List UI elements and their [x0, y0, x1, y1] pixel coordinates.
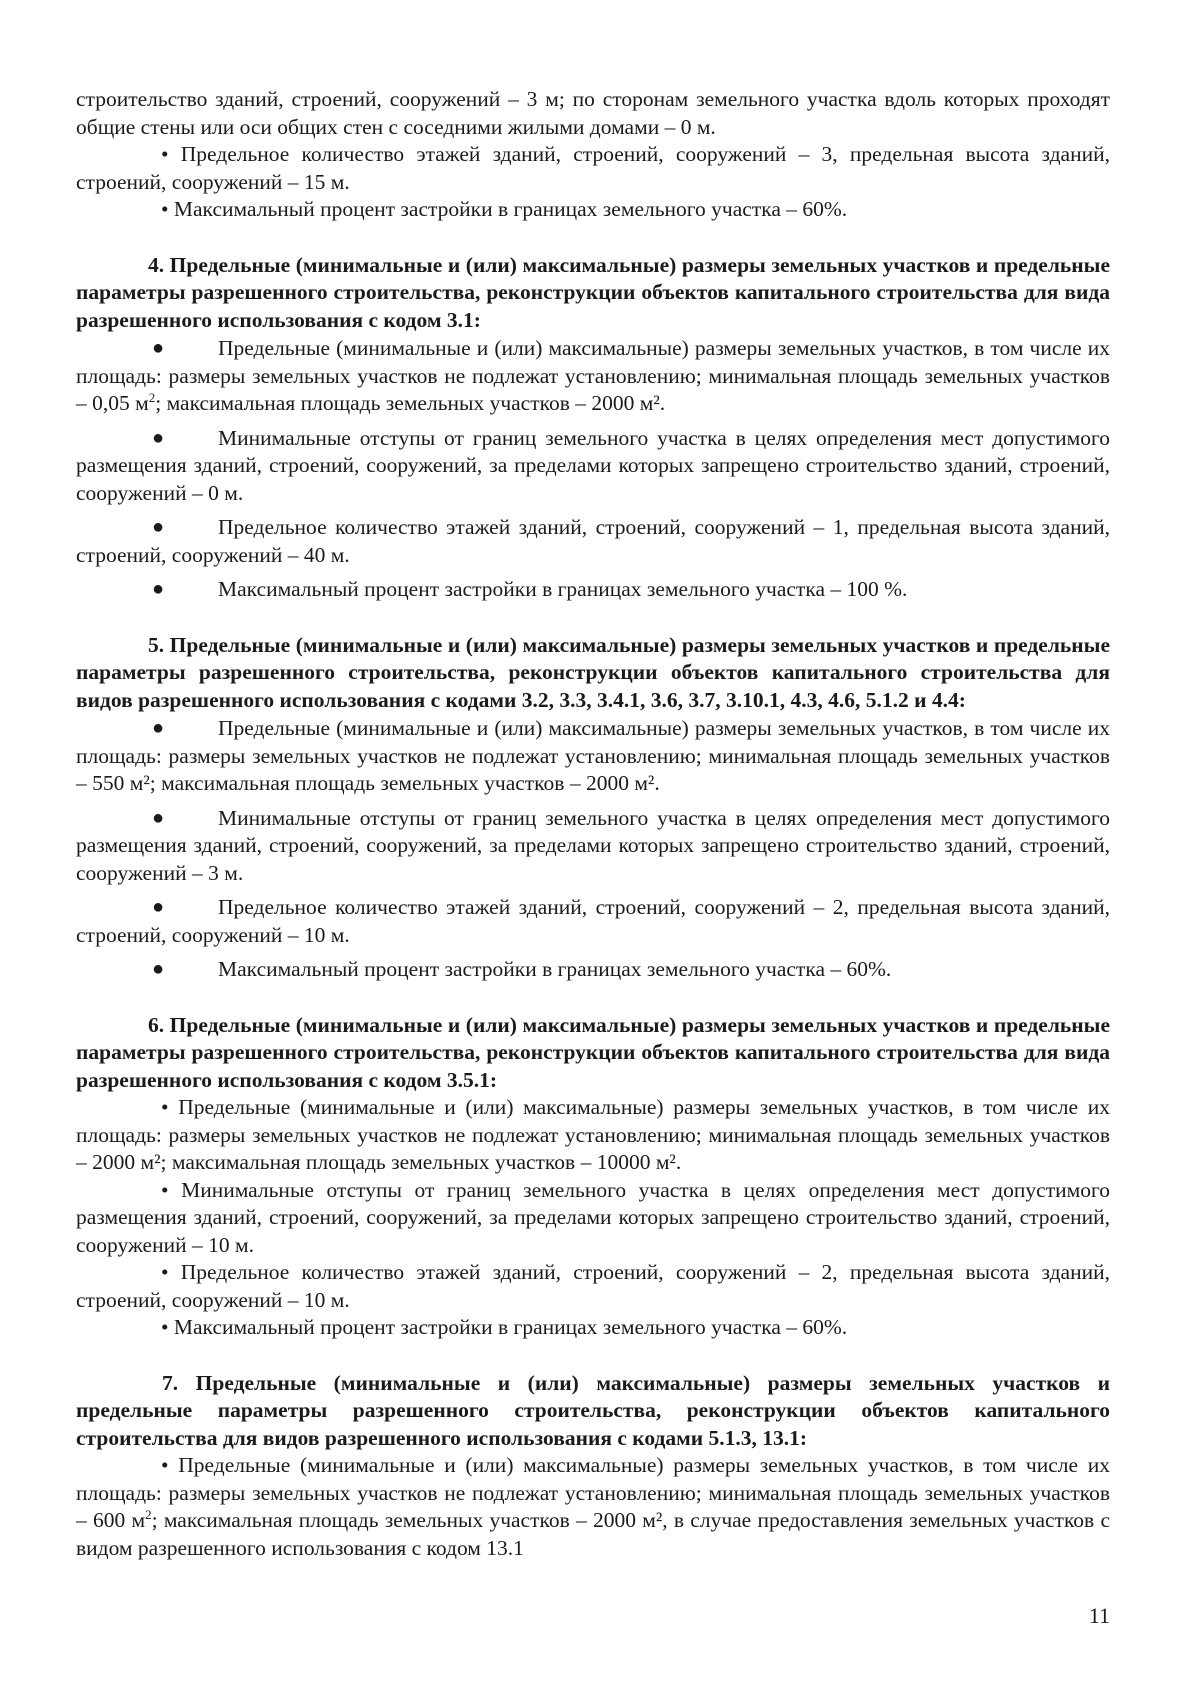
section-5-heading: 5. Предельные (минимальные и (или) максимальные) размеры земельных участков и предельные параметры разрешенного строительства, реконструкции объектов капитального строительства для видов разрешенного использования с кодами 3.2, 3.3, 3.4.1, 3.6, 3.7, 3.10.1, 4.3, 4.6, 5.1.2 и 4.4:	[76, 632, 1110, 712]
bullet-icon: ●	[152, 958, 165, 980]
section-4-item-setback: ● Минимальные отступы от границ земельного участка в целях определения мест допустимого размещения зданий, строений, сооружений, за пределами которых запрещено строительство зданий, строений, сооружений – 0 м.	[76, 425, 1110, 505]
section-4-item-coverage: ● Максимальный процент застройки в границах земельного участка – 100 %.	[76, 576, 1110, 604]
bullet-icon: ●	[152, 516, 165, 538]
section-4-item-floors: ● Предельное количество этажей зданий, строений, сооружений – 1, предельная высота зданий, строений, сооружений – 40 м.	[76, 515, 1110, 567]
bullet-icon: ●	[152, 578, 165, 600]
section-6-heading: 6. Предельные (минимальные и (или) максимальные) размеры земельных участков и предельные параметры разрешенного строительства, реконструкции объектов капитального строительства для вида разрешенного использования с кодом 3.5.1:	[76, 1012, 1110, 1092]
bullet-icon: ●	[152, 426, 165, 449]
bullet-icon: ●	[152, 896, 165, 918]
section-5-item-coverage: ● Максимальный процент застройки в границах земельного участка – 60%.	[76, 956, 1110, 984]
bullet-icon: ●	[152, 806, 165, 829]
section-6-item-floors: • Предельное количество этажей зданий, строений, сооружений – 2, предельная высота зданий, строений, сооружений – 10 м.	[76, 1260, 1110, 1312]
section-7-heading: 7. Предельные (минимальные и (или) максимальные) размеры земельных участков и предельные параметры разрешенного строительства, реконструкции объектов капитального строительства для видов разрешенного использования с кодами 5.1.3, 13.1:	[76, 1370, 1110, 1450]
section-5-item-setback: ● Минимальные отступы от границ земельного участка в целях определения мест допустимого размещения зданий, строений, сооружений, за пределами которых запрещено строительство зданий, строений, сооружений – 3 м.	[76, 805, 1110, 885]
section-6-item-coverage: • Максимальный процент застройки в границах земельного участка – 60%.	[161, 1315, 848, 1339]
intro-paragraph-continuation: строительство зданий, строений, сооружений – 3 м; по сторонам земельного участка вдоль которых проходят общие стены или оси общих стен с соседними жилыми домами – 0 м.	[76, 87, 1110, 139]
page-number: 11	[1088, 1603, 1110, 1628]
section-4-heading: 4. Предельные (минимальные и (или) максимальные) размеры земельных участков и предельные параметры разрешенного строительства, реконструкции объектов капитального строительства для вида разрешенного использования с кодом 3.1:	[76, 252, 1110, 332]
section-4-item-size: ● Предельные (минимальные и (или) максимальные) размеры земельных участков, в том числе их площадь: размеры земельных участков не подлежат установлению; минимальная площадь земельных участков – 0,05 $м^2$; максимальная площадь земельных участков – 2000 м².	[76, 336, 1110, 415]
intro-coverage-item: • Максимальный процент застройки в границах земельного участка – 60%.	[161, 197, 848, 221]
document-page	[76, 86, 1110, 1562]
section-6-item-setback: • Минимальные отступы от границ земельного участка в целях определения мест допустимого размещения зданий, строений, сооружений, за пределами которых запрещено строительство зданий, строений, сооружений – 10 м.	[76, 1177, 1110, 1257]
bullet-icon: ●	[152, 717, 165, 739]
intro-floors-item: • Предельное количество этажей зданий, строений, сооружений – 3, предельная высота зданий, строений, сооружений – 15 м.	[76, 142, 1110, 194]
section-6-item-size: • Предельные (минимальные и (или) максимальные) размеры земельных участков, в том числе их площадь: размеры земельных участков не подлежат установлению; минимальная площадь земельных участков – 2000 м²; максимальная площадь земельных участков – 10000 м².	[76, 1095, 1110, 1174]
bullet-icon: ●	[152, 337, 165, 359]
section-7-item-size: • Предельные (минимальные и (или) максимальные) размеры земельных участков, в том числе их площадь: размеры земельных участков не подлежат установлению; минимальная площадь земельных участков – 600 $м^2$; максимальная площадь земельных участков – 2000 м², в случае предоставления земельных участков с видом разрешенного использования с кодом 13.1	[76, 1453, 1110, 1560]
section-5-item-size: ● Предельные (минимальные и (или) максимальные) размеры земельных участков, в том числе их площадь: размеры земельных участков не подлежат установлению; минимальная площадь земельных участков – 550 м²; максимальная площадь земельных участков – 2000 м².	[76, 716, 1110, 795]
section-5-item-floors: ● Предельное количество этажей зданий, строений, сооружений – 2, предельная высота зданий, строений, сооружений – 10 м.	[76, 895, 1110, 947]
